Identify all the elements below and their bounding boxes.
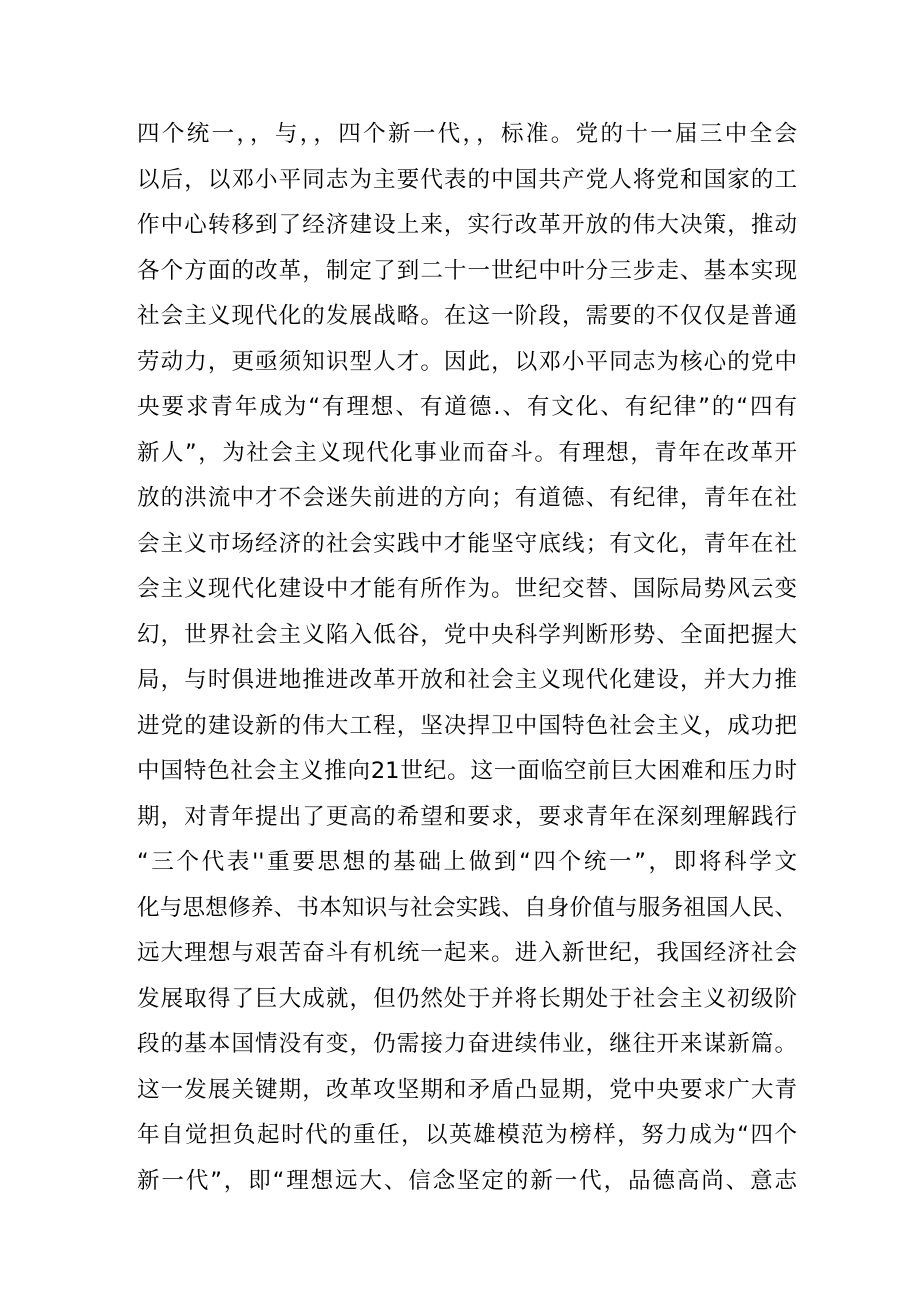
text-line: 劳动力，更亟须知识型人才。因此，以邓小平同志为核心的党中 <box>137 348 797 375</box>
text-line: 会主义市场经济的社会实践中才能坚守底线；有文化，青年在社 <box>137 530 797 557</box>
text-line: 幻，世界社会主义陷入低谷，党中央科学判断形势、全面把握大 <box>137 621 797 648</box>
text-line: 段的基本国情没有变，仍需接力奋进续伟业，继往开来谋新篇。 <box>137 1031 797 1057</box>
text-line: 进党的建设新的伟大工程，坚决捍卫中国特色社会主义，成功把 <box>137 712 797 739</box>
text-line: 发展取得了巨大成就，但仍然处于并将长期处于社会主义初级阶 <box>137 985 797 1012</box>
text-line: 央要求青年成为“有理想、有道德.、有文化、有纪律”的“四有 <box>137 394 797 420</box>
text-line: 以后，以邓小平同志为主要代表的中国共产党人将党和国家的工 <box>137 166 797 193</box>
text-line: 新人”，为社会主义现代化事业而奋斗。有理想，青年在改革开 <box>137 439 797 466</box>
text-line: 社会主义现代化的发展战略。在这一阶段，需要的不仅仅是普通 <box>137 303 797 329</box>
text-line: 四个统一，，与，，四个新一代，，标准。党的十一届三中全会 <box>137 121 797 147</box>
body-text <box>137 112 797 1204</box>
text-line: 各个方面的改革，制定了到二十一世纪中叶分三步走、基本实现 <box>137 257 797 284</box>
text-line: 新一代”，即“理想远大、信念坚定的新一代，品德高尚、意志 <box>137 1167 797 1194</box>
text-line: 中国特色社会主义推向21世纪。这一面临空前巨大困难和压力时 <box>137 758 797 784</box>
text-line: 作中心转移到了经济建设上来，实行改革开放的伟大决策，推动 <box>137 212 797 238</box>
text-line: 会主义现代化建设中才能有所作为。世纪交替、国际局势风云变 <box>137 576 797 602</box>
text-line: 化与思想修养、书本知识与社会实践、自身价值与服务祖国人民、 <box>137 894 797 921</box>
text-line: 局，与时俱进地推进改革开放和社会主义现代化建设，并大力推 <box>137 667 797 693</box>
text-line: 远大理想与艰苦奋斗有机统一起来。进入新世纪，我国经济社会 <box>137 940 797 966</box>
text-line: 放的洪流中才不会迷失前进的方向；有道德、有纪律，青年在社 <box>137 485 797 511</box>
text-line: 年自觉担负起时代的重任，以英雄模范为榜样，努力成为“四个 <box>137 1122 797 1148</box>
text-line: “三个代表''重要思想的基础上做到“四个统一”，即将科学文 <box>137 849 797 875</box>
text-line: 这一发展关键期，改革攻坚期和矛盾凸显期，党中央要求广大青 <box>137 1076 797 1103</box>
text-line: 期，对青年提出了更高的希望和要求，要求青年在深刻理解践行 <box>137 803 797 830</box>
